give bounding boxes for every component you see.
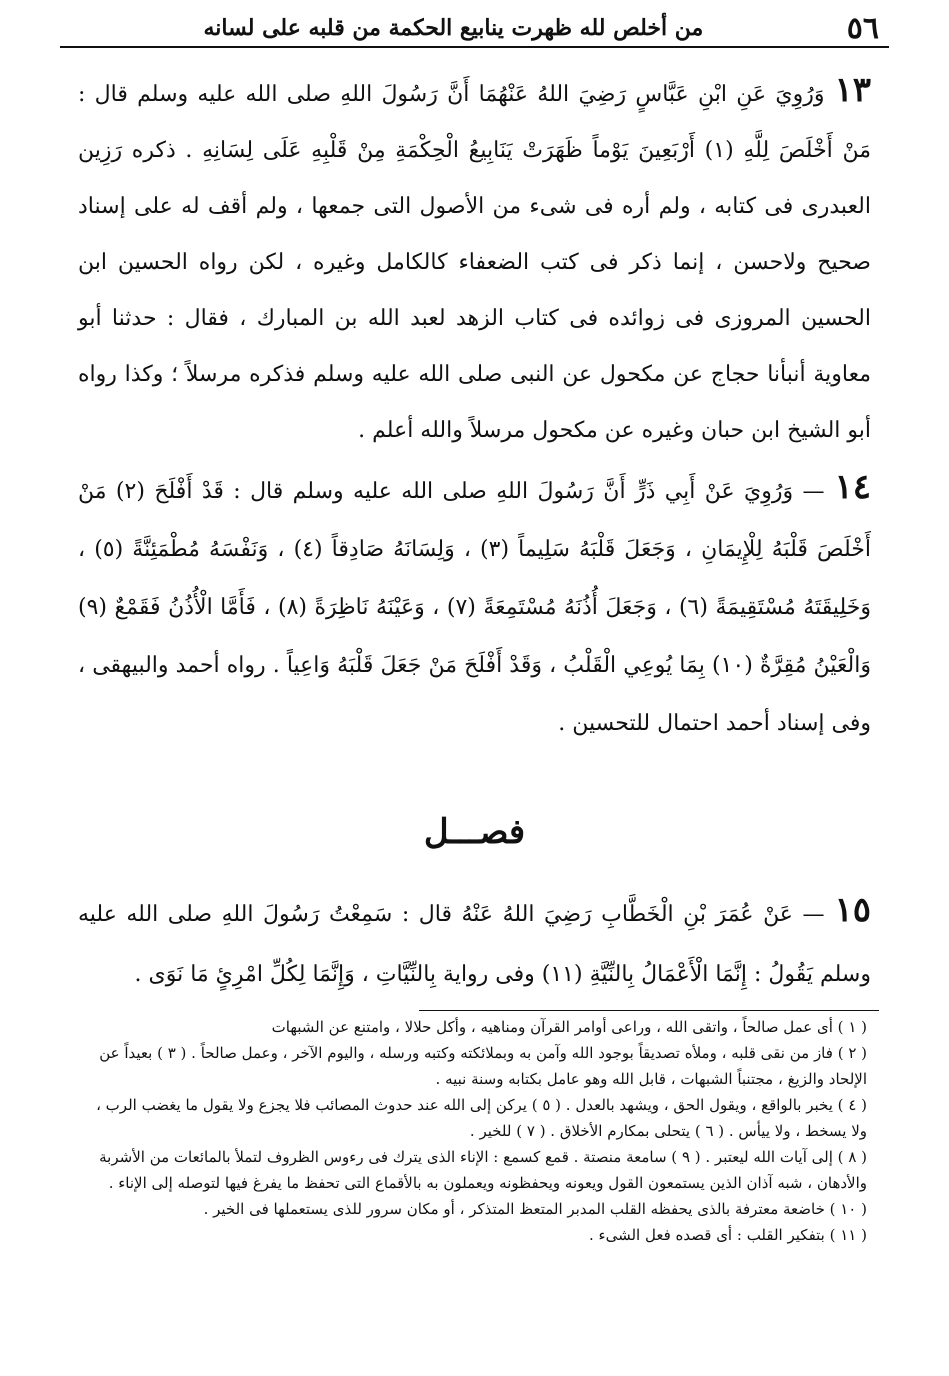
page-number: ٥٦ (846, 10, 879, 46)
hadith-15 (78, 880, 871, 1005)
hadith-13-number: ١٣ (834, 70, 871, 110)
footnote: ( ٤ ) يخبر بالواقع ، ويقول الحق ، ويشهد بالعدل . ( ٥ ) يركن إلى الله عند حدوث المصائب فلا يجزع ولا يقول ما يغضب الرب ، ولا يسخط ، ولا ييأس . ( ٦ ) يتحلى بمكارم الأخلاق . ( ٧ ) للخير . (96, 1096, 867, 1140)
footnote: ( ١١ ) بتفكير القلب : أى قصده فعل الشىء . (589, 1226, 867, 1244)
hadith-15-number: ١٥ (834, 890, 871, 930)
section-title: فصـــل (423, 812, 526, 852)
hadith-13-text: وَرُوِيَ عَنِ ابْنِ عَبَّاسٍ رَضِيَ اللهُ عَنْهُمَا أَنَّ رَسُولَ اللهِ صلى الله عليه وسلم قال : مَنْ أَخْلَصَ لِلَّهِ (١) أَرْبَعِينَ يَوْماً ظَهَرَتْ يَنَابِيعُ الْحِكْمَةِ مِنْ قَلْبِهِ عَلَى لِسَانِهِ . ذكره رَزِين العبدرى فى كتابه ، ولم أره فى شىء من الأصول التى جمعها ، ولم أقف له على إسناد صحيح ولاحسن ، إنما ذكر فى كتب الضعفاء كالكامل وغيره ، لكن رواه الحسين ابن الحسين المروزى فى زوائده فى كتاب الزهد لعبد الله بن المبارك ، فقال : حدثنا أبو معاوية أنبأنا حجاج عن مكحول عن النبى صلى الله عليه وسلم فذكره مرسلاً ؛ وكذا رواه أبو الشيخ ابن حبان وغيره عن مكحول مرسلاً والله أعلم . (78, 82, 871, 443)
hadith-13 (78, 62, 871, 459)
running-title: من أخلص لله ظهرت ينابيع الحكمة من قلبه على لسانه (203, 15, 704, 41)
hadith-14 (78, 458, 871, 753)
footnote: ( ٨ ) إلى آيات الله ليعتبر . ( ٩ ) سامعة منصتة . قمع كسمع : الإناء الذى يترك فى رءوس الظروف لتملأ بالمائعات من الأشربة والأدهان ، شبه آذان الذين يستمعون القول ويعونه ويحفظونه ويعملون به بالأقماع التى تحفظ ما يفرغ فيها لتوصله إلى الإناء . (99, 1148, 867, 1192)
page-header (60, 10, 889, 48)
footnotes (86, 1014, 867, 1248)
footnote: ( ١ ) أى عمل صالحاً ، واتقى الله ، وراعى أوامر القرآن ومناهيه ، وأكل حلالا ، وامتنع عن الشبهات (271, 1018, 867, 1036)
footnote-divider (419, 1010, 879, 1011)
footnote: ( ٢ ) فاز من نقى قلبه ، وملأه تصديقاً بوجود الله وآمن به وبملائكته وكتبه ورسله ، واليوم الآخر ، وعمل صالحاً . ( ٣ ) بعيداً عن الإلحاد والزيغ ، مجتنباً الشبهات ، قابل الله وهو عامل بكتابه وسنة نبيه . (99, 1044, 867, 1088)
hadith-14-number: ١٤ (834, 467, 871, 507)
hadith-15-text: — عَنْ عُمَرَ بْنِ الْخَطَّابِ رَضِيَ اللهُ عَنْهُ قال : سَمِعْتُ رَسُولَ اللهِ صلى الله عليه وسلم يَقُولُ : إِنَّمَا الْأَعْمَالُ بِالنِّيَّةِ (١١) وفى رواية بِالنِّيَّاتِ ، وَإِنَّمَا لِكُلِّ امْرِئٍ مَا نَوَى . (78, 902, 871, 987)
hadith-14-text: — وَرُوِيَ عَنْ أَبِي ذَرٍّ أَنَّ رَسُولَ اللهِ صلى الله عليه وسلم قال : قَدْ أَفْلَحَ (٢) مَنْ أَخْلَصَ قَلْبَهُ لِلْإِيمَانِ ، وَجَعَلَ قَلْبَهُ سَلِيماً (٣) ، وَلِسَانَهُ صَادِقاً (٤) ، وَنَفْسَهُ مُطْمَئِنَّةً (٥) ، وَخَلِيقَتَهُ مُسْتَقِيمَةً (٦) ، وَجَعَلَ أُذُنَهُ مُسْتَمِعَةً (٧) ، وَعَيْنَهُ نَاظِرَةً (٨) ، فَأَمَّا الْأُذُنُ فَقَمْعٌ (٩) وَالْعَيْنُ مُقِرَّةٌ (١٠) بِمَا يُوعِي الْقَلْبُ ، وَقَدْ أَفْلَحَ مَنْ جَعَلَ قَلْبَهُ وَاعِياً . رواه أحمد والبيهقى ، وفى إسناد أحمد احتمال للتحسين . (78, 479, 871, 736)
footnote: ( ١٠ ) خاضعة معترفة بالذى يحفظه القلب المدبر المتعظ المتذكر ، أو مكان سرور للذى يستعملها فى الخير . (203, 1200, 867, 1218)
